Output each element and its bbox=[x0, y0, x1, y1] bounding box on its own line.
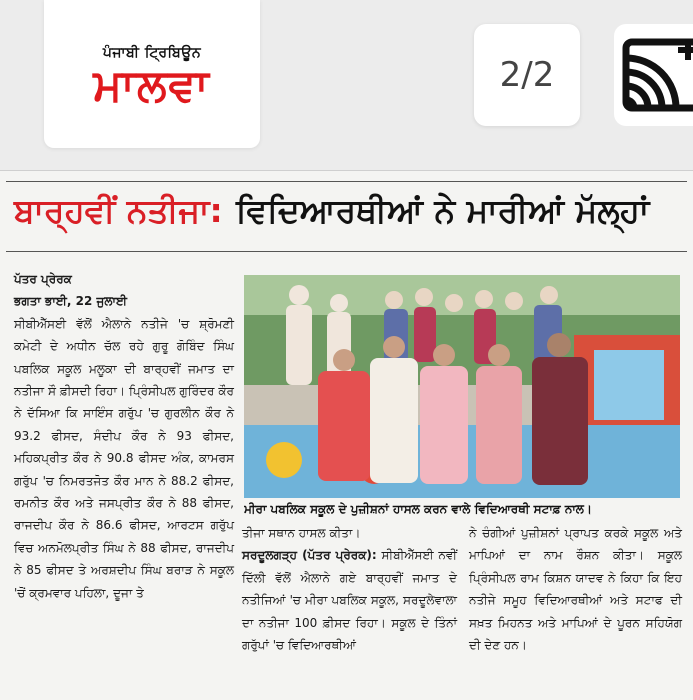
newspaper-clipping bbox=[0, 170, 693, 700]
headline-rule bbox=[6, 251, 687, 252]
page-indicator[interactable]: 2/2 bbox=[474, 24, 580, 126]
logo-title: ਮਾਲਵਾ bbox=[93, 60, 211, 111]
photo-caption: ਮੀਰਾ ਪਬਲਿਕ ਸਕੂਲ ਦੇ ਪੁਜ਼ੀਸ਼ਨਾਂ ਹਾਸਲ ਕਰਨ ਵਾਲੇ ਵਿਦਿਆਰਥੀ ਸਟਾਫ਼ ਨਾਲ। bbox=[244, 502, 592, 516]
cast-button[interactable] bbox=[614, 24, 693, 126]
column-2-lead: ਤੀਜਾ ਸਥਾਨ ਹਾਸਲ ਕੀਤਾ। bbox=[242, 526, 361, 540]
headline-lead: ਬਾਰ੍ਹਵੀਂ ਨਤੀਜਾ: bbox=[14, 191, 223, 230]
article-photo bbox=[244, 275, 680, 498]
column-2-subhead: ਸਰਦੂਲਗੜ੍ਹ (ਪੱਤਰ ਪ੍ਰੇਰਕ): bbox=[242, 548, 377, 563]
byline: ਪੱਤਰ ਪ੍ਰੇਰਕ bbox=[14, 272, 72, 286]
article-column-3: ਨੇ ਚੰਗੀਆਂ ਪੁਜ਼ੀਸ਼ਨਾਂ ਪ੍ਰਾਪਤ ਕਰਕੇ ਸਕੂਲ ਅਤੇ ਮਾਪਿਆਂ ਦਾ ਨਾਮ ਰੌਸ਼ਨ ਕੀਤਾ। ਸਕੂਲ ਪ੍ਰਿੰਸੀਪਲ ਰਾਮ ਕਿਸ਼ਨ ਯਾਦਵ ਨੇ ਕਿਹਾ ਕਿ ਇਹ ਨਤੀਜੇ ਸਮੂਹ ਵਿਦਿਆਰਥੀਆਂ ਅਤੇ ਸਟਾਫ ਦੀ ਸਖ਼ਤ ਮਿਹਨਤ ਅਤੇ ਮਾਪਿਆਂ ਦੇ ਪੂਰਨ ਸਹਿਯੋਗ ਦੀ ਦੇਣ ਹਨ। bbox=[469, 526, 682, 653]
article-column-1 bbox=[14, 268, 234, 604]
cast-icon bbox=[620, 30, 693, 120]
column-1-text: ਸੀਬੀਐੱਸਈ ਵੱਲੋਂ ਐਲਾਨੇ ਨਤੀਜੇ 'ਚ ਸ਼੍ਰੋਮਣੀ ਕਮੇਟੀ ਦੇ ਅਧੀਨ ਚੱਲ ਰਹੇ ਗੁਰੂ ਗੋਬਿੰਦ ਸਿੰਘ ਪਬਲਿਕ ਸਕੂਲ ਮਲੂਕਾ ਦੀ ਬਾਰ੍ਹਵੀਂ ਜਮਾਤ ਦਾ ਨਤੀਜਾ ਸੌ ਫ਼ੀਸਦੀ ਰਿਹਾ। ਪ੍ਰਿੰਸੀਪਲ ਗੁਰਿੰਦਰ ਕੌਰ ਨੇ ਦੱਸਿਆ ਕਿ ਸਾਇੰਸ ਗਰੁੱਪ 'ਚ ਗੁਰਲੀਨ ਕੌਰ ਨੇ 93.2 ਫੀਸਦ, ਸੰਦੀਪ ਕੌਰ ਨੇ 93 ਫੀਸਦ, ਮਹਿਕਪ੍ਰੀਤ ਕੌਰ ਨੇ 90.8 ਫੀਸਦ ਅੰਕ, ਕਾਮਰਸ ਗਰੁੱਪ 'ਚ ਨਿਮਰਤਜੋਤ ਕੌਰ ਮਾਨ ਨੇ 88.2 ਫੀਸਦ, ਰਮਨੀਤ ਕੌਰ ਅਤੇ ਜਸਪ੍ਰੀਤ ਕੌਰ ਨੇ 88 ਫੀਸਦ, ਰਾਜਦੀਪ ਕੌਰ ਨੇ 86.6 ਫੀਸਦ, ਆਰਟਸ ਗਰੁੱਪ ਵਿਚ ਅਨਮੋਲਪ੍ਰੀਤ ਸਿੰਘ ਨੇ 88 ਫੀਸਦ, ਰਾਜਦੀਪ ਨੇ 85 ਫੀਸਦ ਤੇ ਅਰਸ਼ਦੀਪ ਸਿੰਘ ਬਰਾੜ ਨੇ ਸਕੂਲ 'ਚੋਂ ਕ੍ਰਮਵਾਰ ਪਹਿਲਾ, ਦੂਜਾ ਤੇ bbox=[14, 316, 234, 600]
logo-subtitle: ਪੰਜਾਬੀ ਟ੍ਰਿਬਿਊਨ bbox=[102, 45, 202, 61]
group-photo-image bbox=[244, 275, 680, 498]
top-bar bbox=[0, 0, 693, 170]
column-2-text: ਸੀਬੀਐੱਸਈ ਨਵੀਂ ਦਿੱਲੀ ਵੱਲੋਂ ਐਲਾਨੇ ਗਏ ਬਾਰ੍ਹਵੀਂ ਜਮਾਤ ਦੇ ਨਤੀਜਿਆਂ 'ਚ ਮੀਰਾ ਪਬਲਿਕ ਸਕੂਲ, ਸਰਦੂਲੇਵਾਲਾ ਦਾ ਨਤੀਜਾ 100 ਫ਼ੀਸਦ ਰਿਹਾ। ਸਕੂਲ ਦੇ ਤਿੰਨਾਂ ਗਰੁੱਪਾਂ 'ਚ ਵਿਦਿਆਰਥੀਆਂ bbox=[242, 548, 457, 653]
headline-main: ਵਿਦਿਆਰਥੀਆਂ ਨੇ ਮਾਰੀਆਂ ਮੱਲ੍ਹਾਂ bbox=[236, 191, 650, 230]
article-column-2 bbox=[242, 522, 457, 656]
dateline: ਭਗਤਾ ਭਾਈ, 22 ਜੁਲਾਈ bbox=[14, 294, 128, 309]
headline bbox=[0, 189, 693, 245]
newspaper-logo[interactable] bbox=[44, 0, 260, 148]
top-rule bbox=[6, 181, 687, 182]
